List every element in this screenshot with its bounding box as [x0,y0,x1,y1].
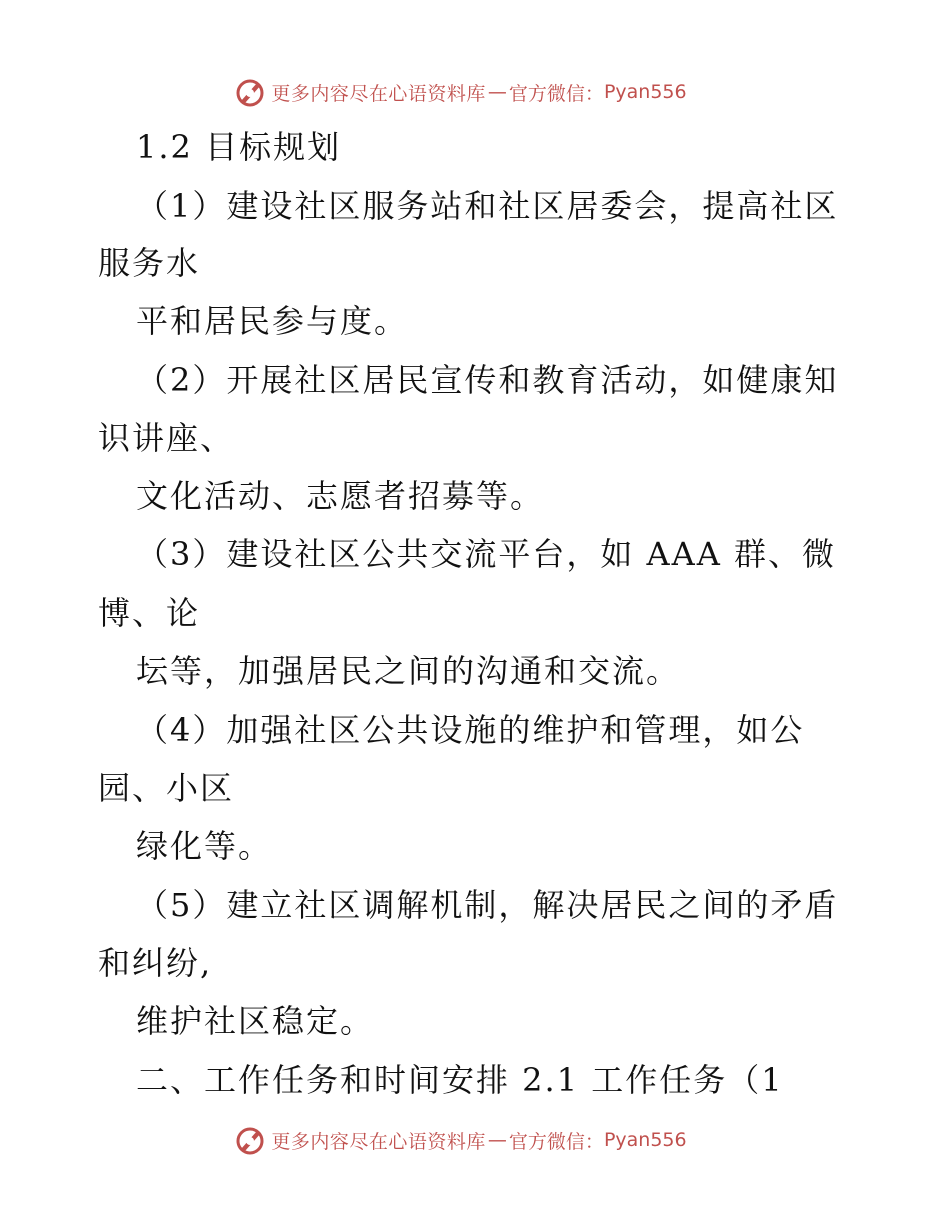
watermark-handle: Pyan556 [603,1129,687,1151]
watermark-handle: Pyan556 [603,81,687,103]
section-heading: 1.2 目标规划 [136,128,342,166]
watermark-brand: 更多内容尽在心语资料库 [271,82,486,105]
paragraph-3-line-3: 坛等，加强居民之间的沟通和交流。 [136,652,681,690]
paragraph-5-line-1: （5）建立社区调解机制，解决居民之间的矛盾 [136,886,839,924]
paragraph-1-line-1: （1）建设社区服务站和社区居委会，提高社区 [136,187,839,225]
watermark-official-label: 官方微信： [508,1130,604,1153]
paragraph-1-line-3: 平和居民参与度。 [136,302,409,340]
paragraph-5-line-2: 和纠纷, [98,944,213,982]
watermark-brand: 更多内容尽在心语资料库 [271,1130,486,1153]
section-2-heading: 二、工作任务和时间安排 2.1 工作任务（1 [136,1061,784,1099]
paragraph-4-line-3: 绿化等。 [136,827,273,865]
paragraph-4-line-1: （4）加强社区公共设施的维护和管理，如公 [136,711,805,749]
paragraph-1-line-2: 服务水 [98,244,201,282]
paragraph-2-line-2: 识讲座、 [98,419,235,457]
watermark-separator: — [487,1129,507,1151]
paragraph-5-line-3: 维护社区稳定。 [136,1002,375,1040]
brush-pen-circle-icon [233,1123,267,1157]
paragraph-3-line-2: 博、论 [98,594,201,632]
watermark-official-label: 官方微信： [508,82,604,105]
paragraph-3-line-1: （3）建设社区公共交流平台，如 AAA 群、微 [136,535,837,573]
footer-watermark [0,1120,950,1160]
paragraph-4-line-2: 园、小区 [98,769,235,807]
paragraph-2-line-1: （2）开展社区居民宣传和教育活动，如健康知 [136,361,839,399]
watermark-separator: — [487,81,507,103]
paragraph-2-line-3: 文化活动、志愿者招募等。 [136,477,545,515]
